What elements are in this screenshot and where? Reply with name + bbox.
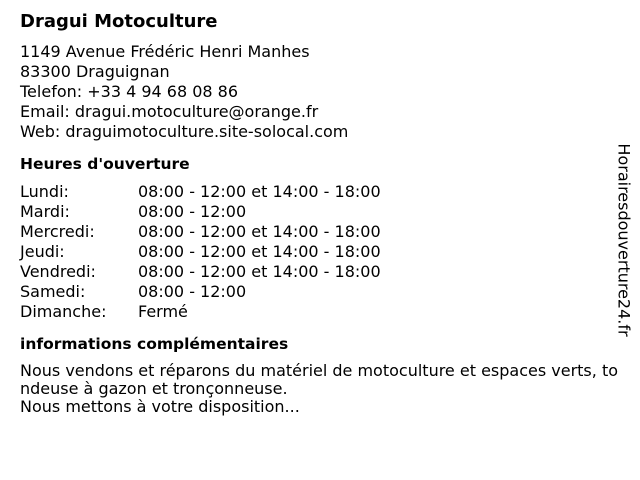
day-hours: 08:00 - 12:00	[138, 282, 247, 301]
email-line[interactable]: Email: dragui.motoculture@orange.fr	[20, 102, 319, 121]
hours-row-jeudi	[20, 242, 612, 262]
description-text: Nous vendons et réparons du matériel de motoculture et espaces verts, tondeuse à gazon et tronçonneuse.	[20, 361, 618, 398]
hours-row-samedi	[20, 282, 612, 302]
day-hours: 08:00 - 12:00 et 14:00 - 18:00	[138, 222, 381, 241]
phone-line[interactable]: Telefon: +33 4 94 68 08 86	[20, 82, 239, 101]
additional-info-title: informations complémentaires	[20, 335, 289, 353]
day-label: Samedi:	[20, 282, 86, 301]
contact-block	[20, 42, 612, 142]
day-hours: 08:00 - 12:00 et 14:00 - 18:00	[138, 182, 381, 201]
description-more: Nous mettons à votre disposition...	[20, 397, 300, 416]
hours-row-lundi	[20, 182, 612, 202]
hours-row-vendredi	[20, 262, 612, 282]
day-hours: Fermé	[138, 302, 188, 321]
address-line-1: 1149 Avenue Frédéric Henri Manhes	[20, 42, 310, 61]
day-label: Mercredi:	[20, 222, 95, 241]
hours-row-dimanche	[20, 302, 612, 322]
address-line-2: 83300 Draguignan	[20, 62, 170, 81]
business-card	[20, 10, 618, 416]
day-label: Jeudi:	[20, 242, 65, 261]
hours-row-mercredi	[20, 222, 612, 242]
day-hours: 08:00 - 12:00 et 14:00 - 18:00	[138, 242, 381, 261]
brand-watermark	[612, 135, 636, 345]
web-line[interactable]: Web: draguimotoculture.site-solocal.com	[20, 122, 349, 141]
hours-row-mardi	[20, 202, 612, 222]
day-hours: 08:00 - 12:00 et 14:00 - 18:00	[138, 262, 381, 281]
day-hours: 08:00 - 12:00	[138, 202, 247, 221]
additional-info-block	[20, 361, 618, 416]
day-label: Vendredi:	[20, 262, 96, 281]
day-label: Dimanche:	[20, 302, 107, 321]
business-name: Dragui Motoculture	[20, 11, 218, 32]
day-label: Lundi:	[20, 182, 69, 201]
day-label: Mardi:	[20, 202, 70, 221]
opening-hours-title: Heures d'ouverture	[20, 155, 190, 173]
brand-text: Horairesdouverture24.fr	[615, 143, 635, 337]
opening-hours-list	[20, 182, 612, 322]
